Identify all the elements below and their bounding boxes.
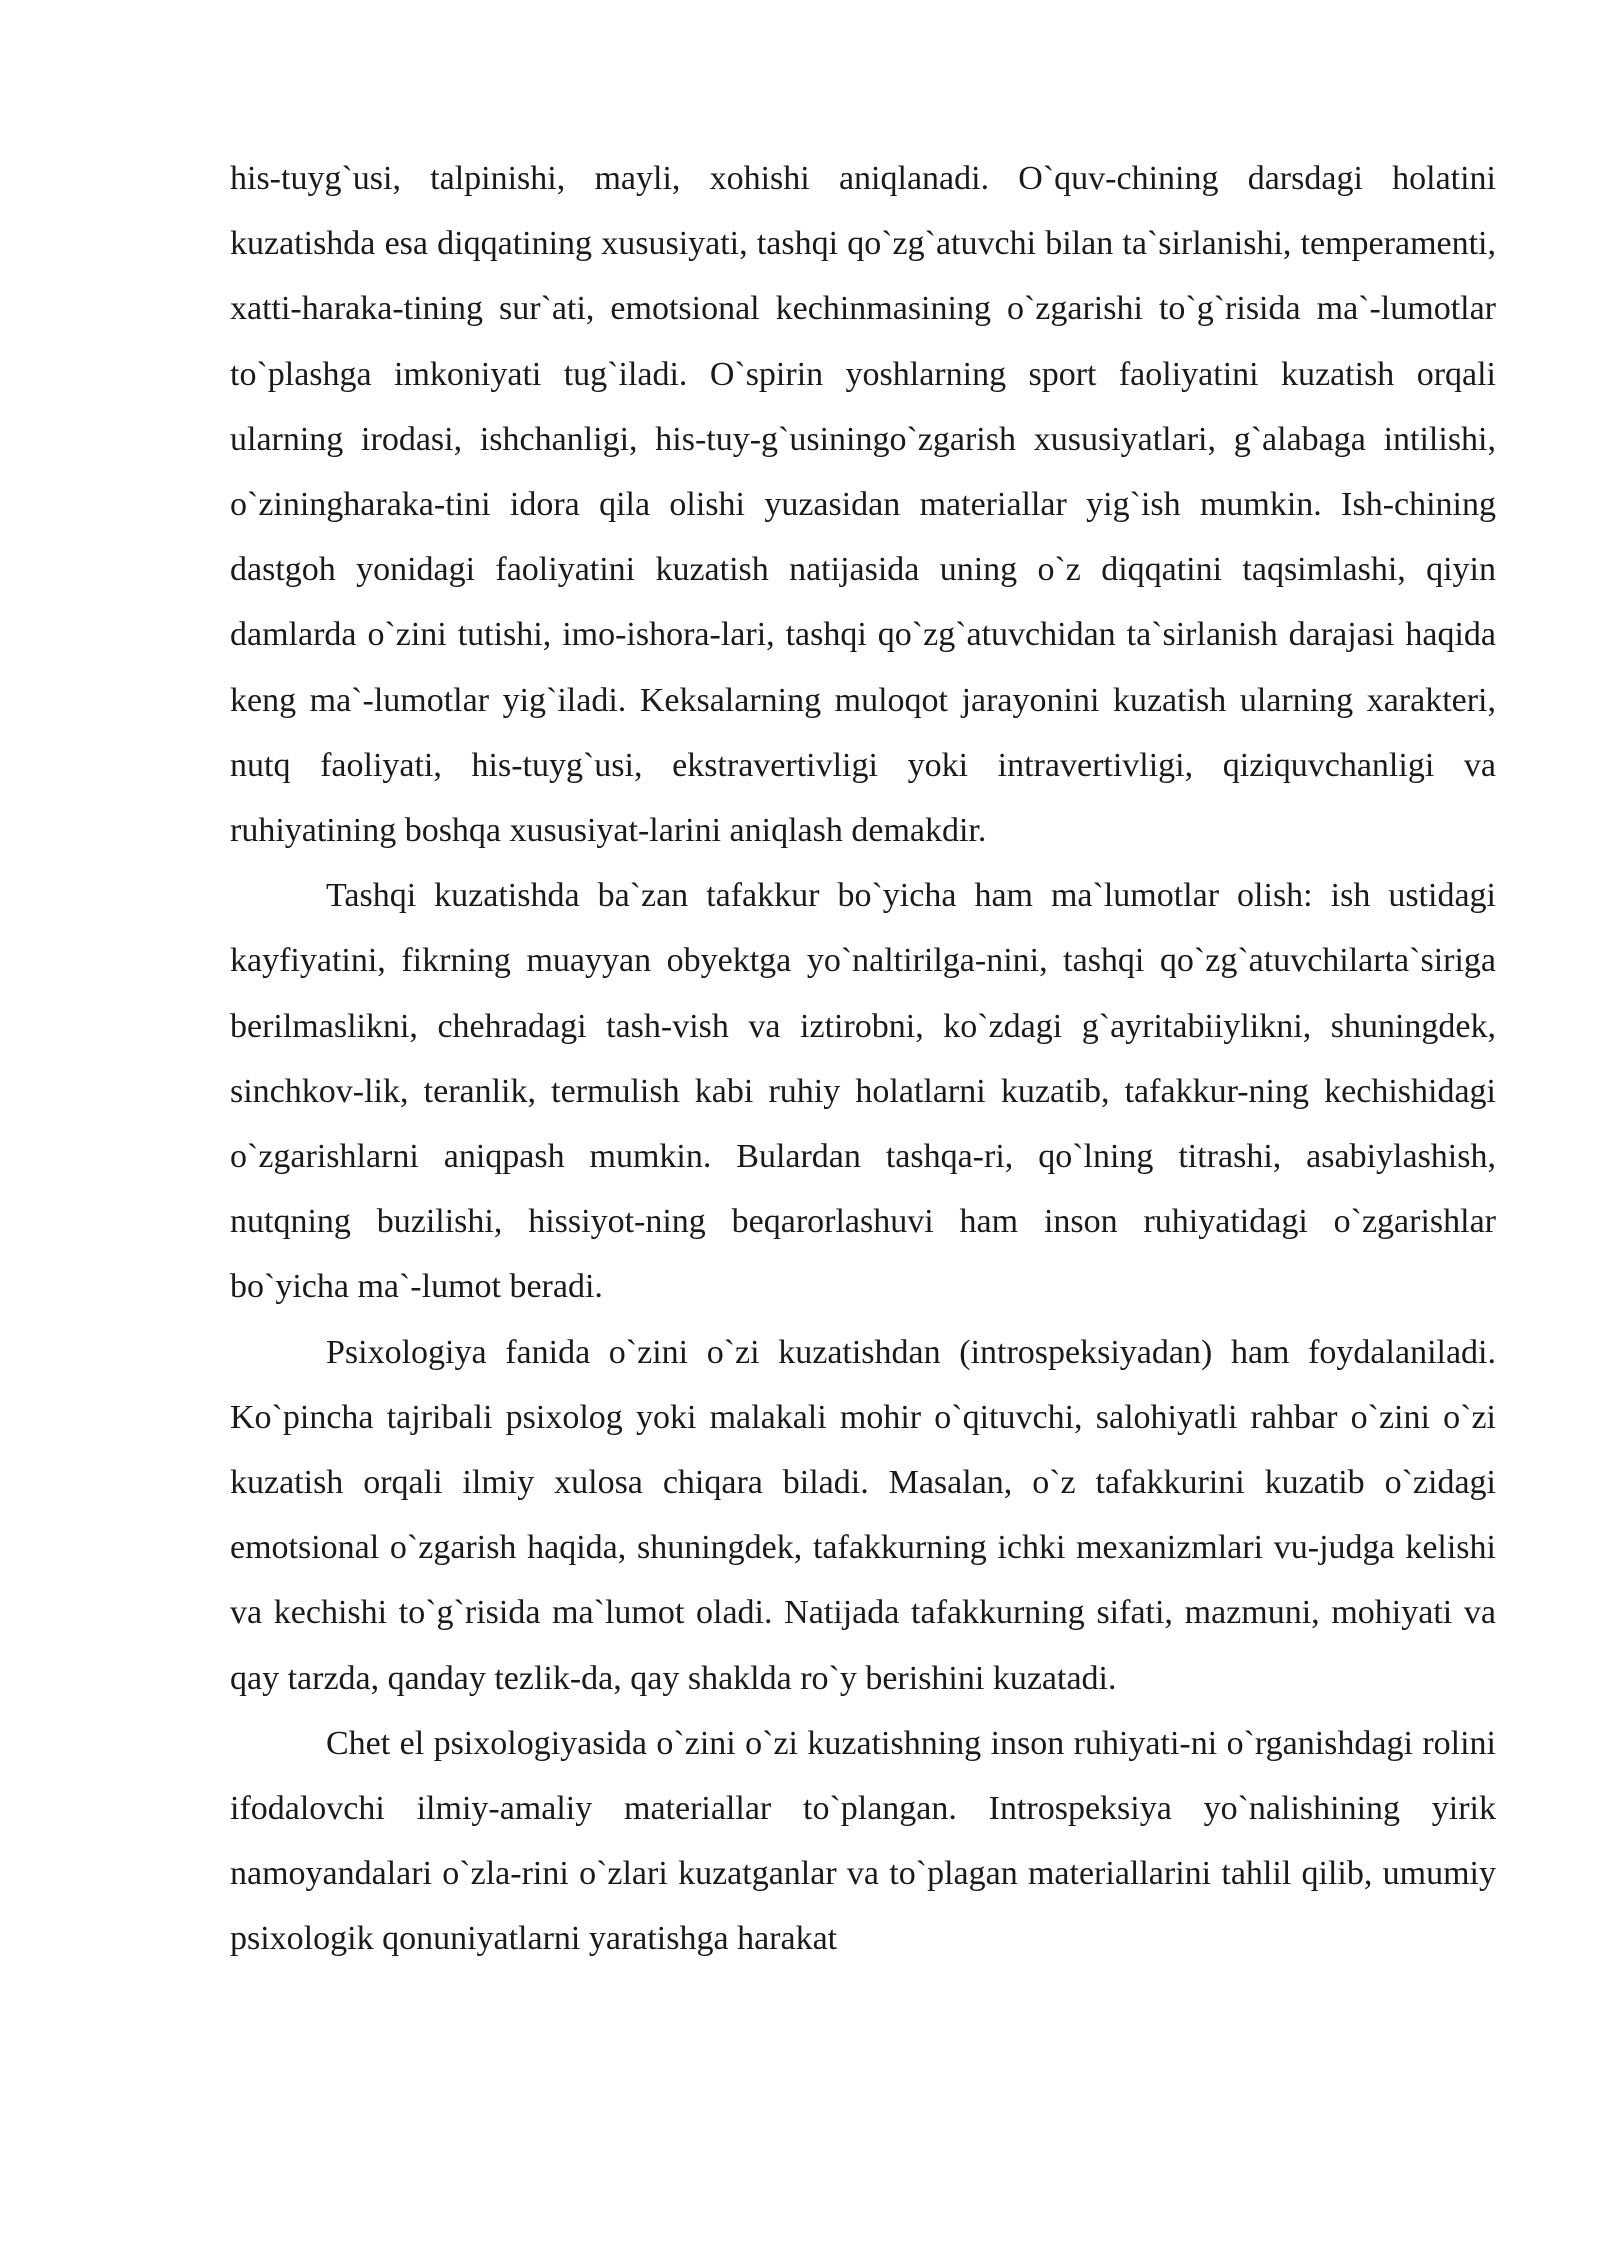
paragraph-1: his-tuyg`usi, talpinishi, mayli, xohishi aniqlanadi. O`quv-chining darsdagi holatini kuzatishda esa diqqatining xususiyati, tashqi qo`zg`atuvchi bilan ta`sirlanishi, temperamenti, xatti-haraka-tining sur`ati, emotsional kechinmasining o`zgarishi to`g`risida ma`-lumotlar to`plashga imkoniyati tug`iladi. O`spirin yoshlarning sport faoliyatini kuzatish orqali ularning irodasi, ishchanligi, his-tuy-g`usiningo`zgarish xususiyatlari, g`alabaga intilishi, o`ziningharaka-tini idora qila olishi yuzasidan materiallar yig`ish mumkin. Ish-chining dastgoh yonidagi faoliyatini kuzatish natijasida uning o`z diqqatini taqsimlashi, qiyin damlarda o`zini tutishi, imo-ishora-lari, tashqi qo`zg`atuvchidan ta`sirlanish darajasi haqida keng ma`-lumotlar yig`iladi. Keksalarning muloqot jarayonini kuzatish ularning xarakteri, nutq faoliyati, his-tuyg`usi, ekstravertivligi yoki intravertivligi, qiziquvchanligi va ruhiyatining boshqa xususiyat-larini aniqlash demakdir. bbox=[230, 160, 1496, 850]
document-body bbox=[230, 146, 1496, 1972]
paragraph-4: Chet el psixologiyasida o`zini o`zi kuzatishning inson ruhiyati-ni o`rganishdagi rolini ifodalovchi ilmiy-amaliy materiallar to`plangan. Introspeksiya yo`nalishining yirik namoyandalari o`zla-rini o`zlari kuzatganlar va to`plagan materiallarini tahlil qilib, umumiy psixologik qonuniyatlarni yaratishga harakat bbox=[230, 1724, 1496, 1958]
paragraph-3: Psixologiya fanida o`zini o`zi kuzatishdan (introspeksiyadan) ham foydalaniladi. Ko`pincha tajribali psixolog yoki malakali mohir o`qituvchi, salohiyatli rahbar o`zini o`zi kuzatish orqali ilmiy xulosa chiqara biladi. Masalan, o`z tafakkurini kuzatib o`zidagi emotsional o`zgarish haqida, shuningdek, tafakkurning ichki mexanizmlari vu-judga kelishi va kechishi to`g`risida ma`lumot oladi. Natijada tafakkurning sifati, mazmuni, mohiyati va qay tarzda, qanday tezlik-da, qay shaklda ro`y berishini kuzatadi. bbox=[230, 1333, 1496, 1697]
paragraph-2: Tashqi kuzatishda ba`zan tafakkur bo`yicha ham ma`lumotlar olish: ish ustidagi kayfiyatini, fikrning muayyan obyektga yo`naltirilga-nini, tashqi qo`zg`atuvchilarta`siriga berilmaslikni, chehradagi tash-vish va iztirobni, ko`zdagi g`ayritabiiylikni, shuningdek, sinchkov-lik, teranlik, termulish kabi ruhiy holatlarni kuzatib, tafakkur-ning kechishidagi o`zgarishlarni aniqpash mumkin. Bulardan tashqa-ri, qo`lning titrashi, asabiylashish, nutqning buzilishi, hissiyot-ning beqarorlashuvi ham inson ruhiyatidagi o`zgarishlar bo`yicha ma`-lumot beradi. bbox=[230, 877, 1496, 1306]
